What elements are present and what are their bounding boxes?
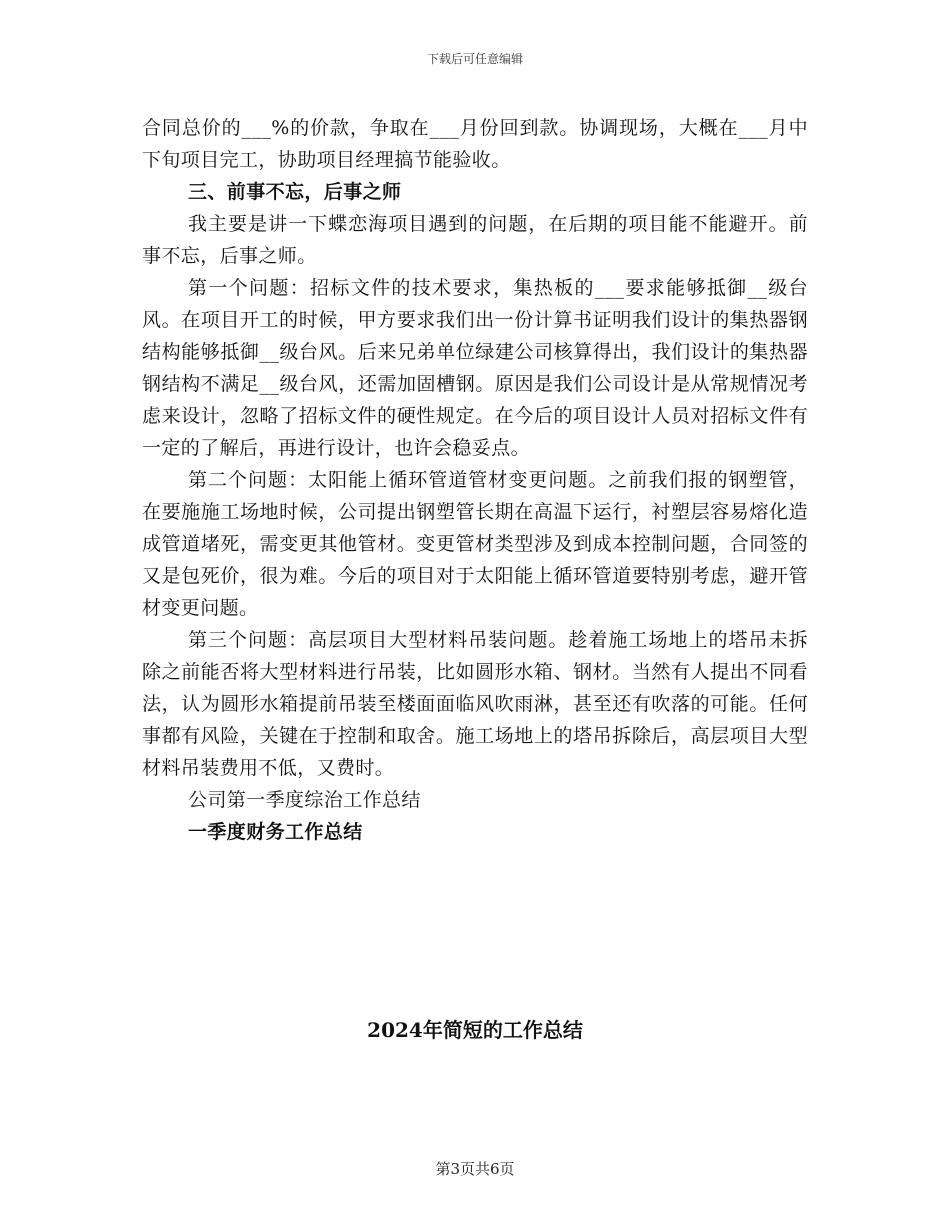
paragraph-problem-3: 第三个问题：高层项目大型材料吊装问题。趁着施工场地上的塔吊未拆除之前能否将大型材料进行吊装，比如圆形水箱、钢材。当然有人提出不同看法，认为圆形水箱提前吊装至楼面面临风吹雨淋，甚至还有吹落的可能。任何事都有风险，关键在于控制和取舍。施工场地上的塔吊拆除后，高层项目大型材料吊装费用不低，又费时。 <box>142 629 808 779</box>
paragraph-problem-1: 第一个问题：招标文件的技术要求，集热板的___要求能够抵御__级台风。在项目开工的时候，甲方要求我们出一份计算书证明我们设计的集热器钢结构能够抵御__级台风。后来兄弟单位绿建公司核算得出，我们设计的集热器钢结构不满足__级台风，还需加固槽钢。原因是我们公司设计是从常规情况考虑来设计，忽略了招标文件的硬性规定。在今后的项目设计人员对招标文件有一定的了解后，再进行设计，也许会稳妥点。 <box>142 277 808 459</box>
page-header: 下载后可任意编辑 <box>426 52 523 66</box>
paragraph-continuation: 合同总价的___%的价款，争取在___月份回到款。协调现场，大概在___月中下旬项目完工，协助项目经理搞节能验收。 <box>142 117 808 171</box>
section-heading: 三、前事不忘，后事之师 <box>188 181 402 203</box>
page-footer: 第3页共6页 <box>435 1160 515 1178</box>
paragraph-intro: 我主要是讲一下蝶恋海项目遇到的问题，在后期的项目能不能避开。前事不忘，后事之师。 <box>142 213 808 267</box>
document-title: 2024年简短的工作总结 <box>367 1018 583 1042</box>
document-body <box>142 112 808 848</box>
paragraph-problem-2: 第二个问题：太阳能上循环管道管材变更问题。之前我们报的钢塑管，在要施施工场地时候，公司提出钢塑管长期在高温下运行，衬塑层容易熔化造成管道堵死，需变更其他管材。变更管材类型涉及到成本控制问题，合同签的又是包死价，很为难。今后的项目对于太阳能上循环管道要特别考虑，避开管材变更问题。 <box>142 469 808 619</box>
related-link-text: 公司第一季度综治工作总结 <box>188 789 421 811</box>
related-heading: 一季度财务工作总结 <box>188 821 363 843</box>
